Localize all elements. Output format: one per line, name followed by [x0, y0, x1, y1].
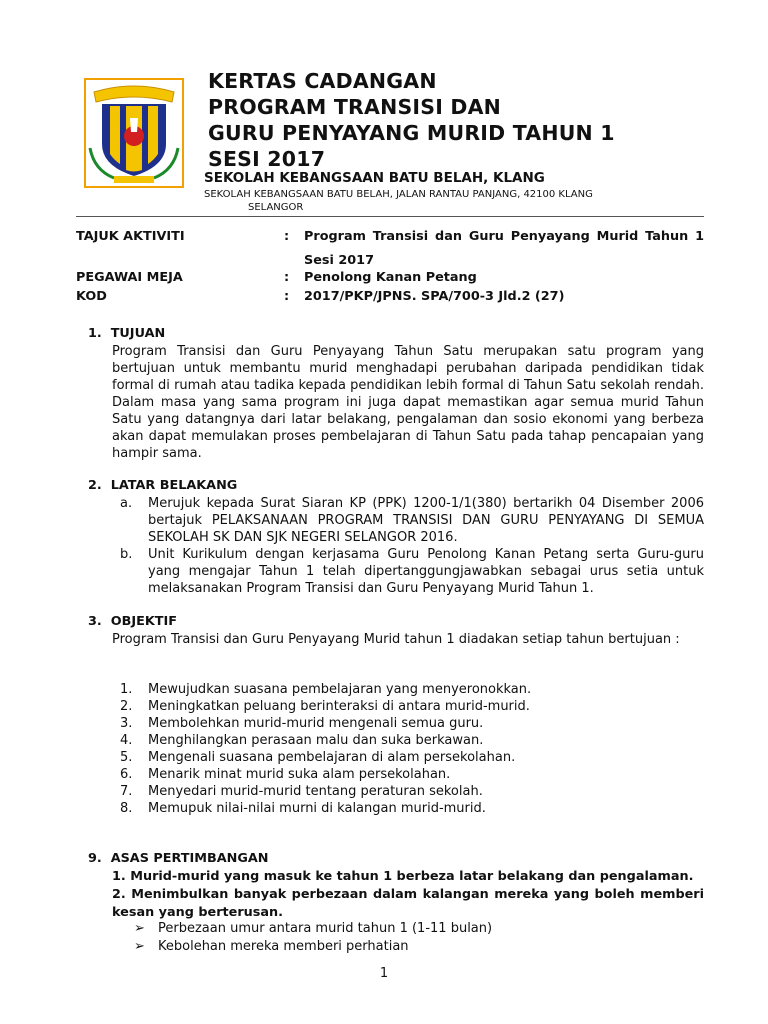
school-address — [204, 188, 674, 214]
list-item: 1. Mewujudkan suasana pembelajaran yang menyeronokkan. — [120, 682, 532, 697]
address-line-2: SELANGOR — [248, 202, 304, 213]
arrow-bullet-icon: ➢ — [134, 921, 145, 936]
tajuk-colon: : — [284, 229, 290, 244]
section-latar-heading: 2. LATAR BELAKANG — [88, 478, 238, 493]
title-line-4: SESI 2017 — [208, 147, 326, 171]
title-line-2: PROGRAM TRANSISI DAN — [208, 95, 502, 119]
latar-list — [120, 495, 704, 597]
school-crest-icon — [84, 78, 184, 188]
section-tujuan-heading: 1. TUJUAN — [88, 326, 166, 341]
address-line-1: SEKOLAH KEBANGSAAN BATU BELAH, JALAN RANTAU PANJANG, 42100 KLANG — [204, 189, 593, 200]
list-item: 2. Meningkatkan peluang berinteraksi di antara murid-murid. — [120, 699, 530, 714]
title-line-3: GURU PENYAYANG MURID TAHUN 1 — [208, 121, 615, 145]
pegawai-value: Penolong Kanan Petang — [304, 270, 477, 285]
document-title — [208, 68, 615, 172]
pegawai-colon: : — [284, 270, 290, 285]
page-number: 1 — [379, 966, 389, 981]
tajuk-value: Program Transisi dan Guru Penyayang Murid Tahun 1 Sesi 2017 — [304, 229, 704, 268]
section-objektif-intro: Program Transisi dan Guru Penyayang Murid tahun 1 diadakan setiap tahun bertujuan : — [112, 632, 680, 647]
pegawai-label: PEGAWAI MEJA — [76, 270, 183, 285]
list-item: ➢ Perbezaan umur antara murid tahun 1 (1-11 bulan) — [134, 921, 493, 936]
asas-point-1: 1. Murid-murid yang masuk ke tahun 1 berbeza latar belakang dan pengalaman. — [112, 869, 694, 884]
title-line-1: KERTAS CADANGAN — [208, 69, 437, 93]
list-item: 6. Menarik minat murid suka alam persekolahan. — [120, 767, 451, 782]
list-item: 5. Mengenali suasana pembelajaran di alam persekolahan. — [120, 750, 516, 765]
objektif-list — [120, 681, 704, 817]
asas-point-2: 2. Menimbulkan banyak perbezaan dalam kalangan mereka yang boleh memberi kesan yang berterusan. — [112, 887, 704, 920]
arrow-bullet-icon: ➢ — [134, 939, 145, 954]
section-tujuan-text: Program Transisi dan Guru Penyayang Tahun Satu merupakan satu program yang bertujuan untuk membantu murid menghadapi perubahan daripada pendidikan tidak formal di rumah atau tadika kepada pendidikan lebih formal di Tahun Satu sekolah rendah. Dalam masa yang sama program ini juga dapat memastikan agar semua murid Tahun Satu yang datangnya dari latar belakang, pengalaman dan sosio ekonomi yang berbeza akan dapat memulakan proses pembelajaran di Tahun Satu pada tahap pencapaian yang hampir sama. — [112, 344, 704, 461]
header-divider — [76, 216, 704, 217]
section-asas-heading: 9. ASAS PERTIMBANGAN — [88, 851, 269, 866]
school-name: SEKOLAH KEBANGSAAN BATU BELAH, KLANG — [204, 170, 545, 186]
list-item: 4. Menghilangkan perasaan malu dan suka berkawan. — [120, 733, 484, 748]
list-item: 8. Memupuk nilai-nilai murni di kalangan murid-murid. — [120, 801, 486, 816]
list-item: b. Unit Kurikulum dengan kerjasama Guru Penolong Kanan Petang serta Guru-guru yang mengajar Tahun 1 telah dipertanggungjawabkan sebagai urus setia untuk melaksanakan Program Transisi dan Guru Penyayang Murid Tahun 1. — [120, 547, 704, 596]
list-item: 7. Menyedari murid-murid tentang peraturan sekolah. — [120, 784, 483, 799]
list-item: 3. Membolehkan murid-murid mengenali semua guru. — [120, 716, 484, 731]
tajuk-label: TAJUK AKTIVITI — [76, 229, 185, 244]
list-item: a. Merujuk kepada Surat Siaran KP (PPK) 1200-1/1(380) bertarikh 04 Disember 2006 bertajuk PELAKSANAAN PROGRAM TRANSISI DAN GURU PENYAYANG DI SEMUA SEKOLAH SK DAN SJK NEGERI SELANGOR 2016. — [120, 496, 704, 545]
kod-colon: : — [284, 289, 290, 304]
asas-points — [112, 868, 704, 922]
kod-label: KOD — [76, 289, 107, 304]
asas-bullets — [134, 920, 492, 956]
kod-value: 2017/PKP/JPNS. SPA/700-3 Jld.2 (27) — [304, 289, 565, 304]
list-item: ➢ Kebolehan mereka memberi perhatian — [134, 939, 409, 954]
section-objektif-heading: 3. OBJEKTIF — [88, 614, 177, 629]
